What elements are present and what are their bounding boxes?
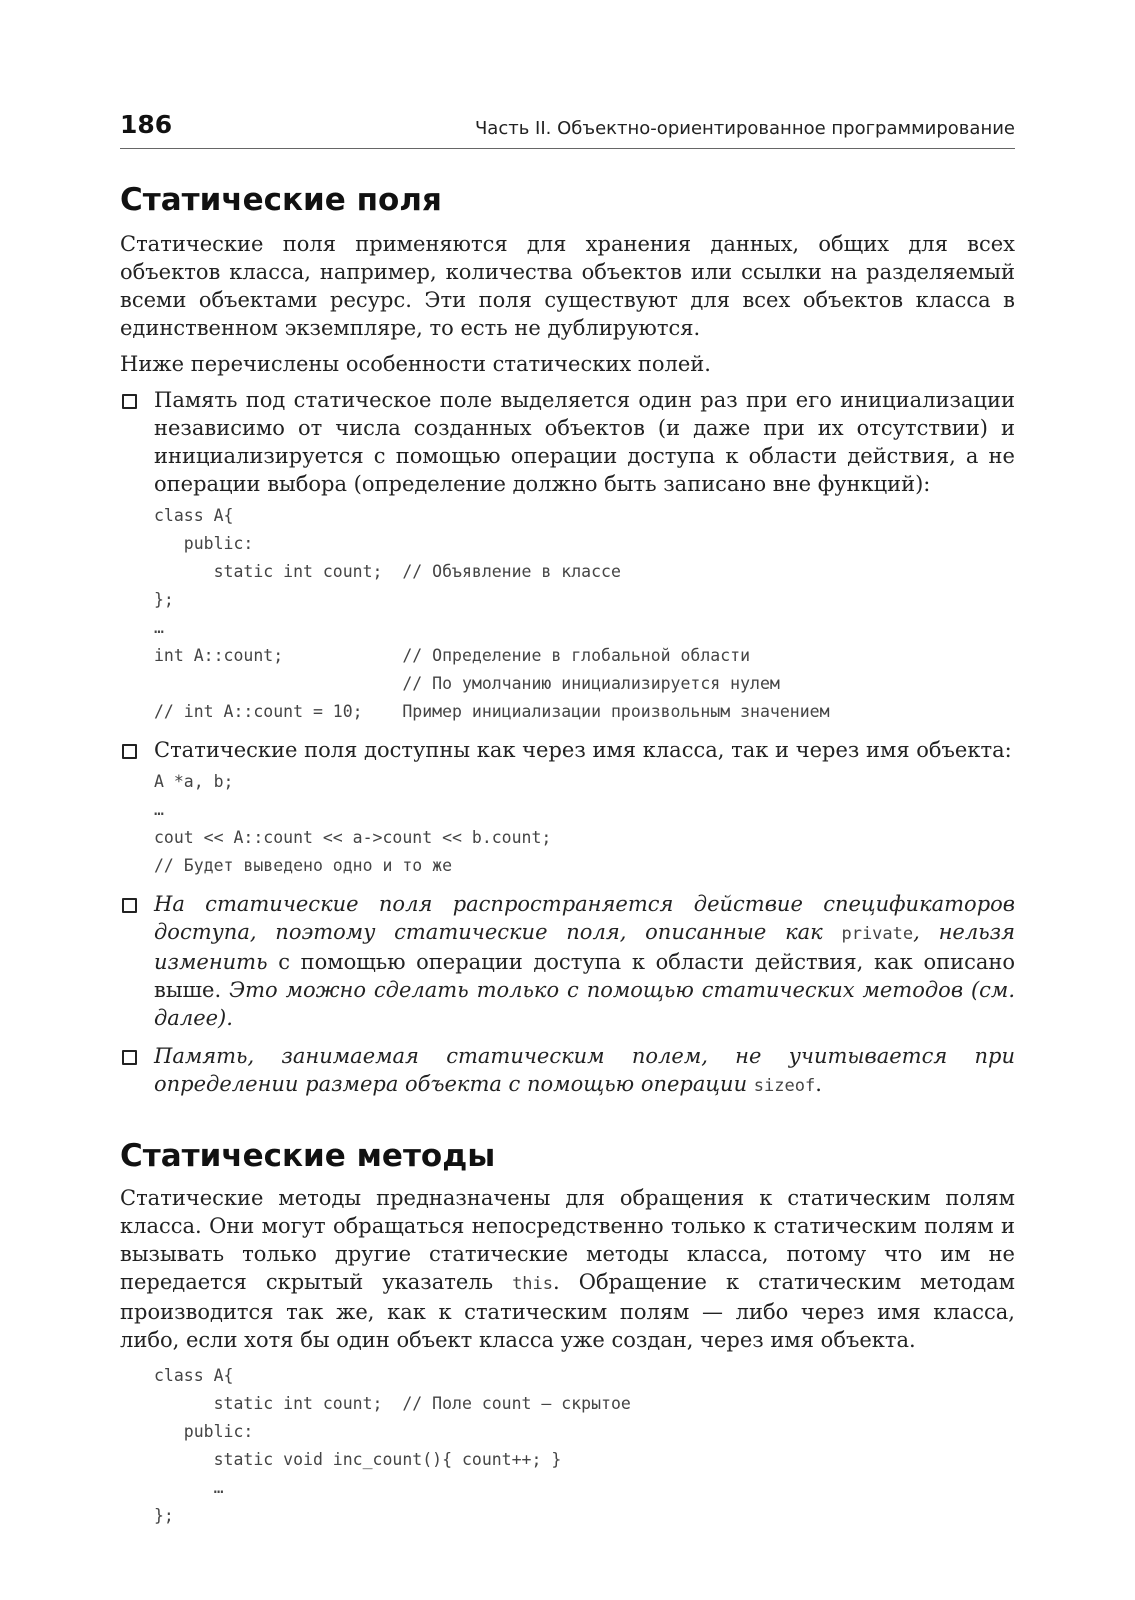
code-block: class A{ static int count; // Поле count – скрытое public: static void inc_count(){ count++; } … }; — [154, 1366, 631, 1525]
plain-text: . Обращение к статическим методам производится так же, как к статическим полям — либо через имя класса, либо, если хотя бы один объект класса уже создан, через имя объекта. — [120, 1270, 1015, 1352]
italic-text: , нельзя изменить — [154, 920, 1015, 974]
plain-text: с помощью операции доступа к области действия, как описано выше. — [154, 950, 1015, 1002]
checkbox-bullet-icon — [122, 1050, 137, 1065]
italic-text: Память, занимаемая статическим полем, не учитывается при определении размера объекта с помощью операции — [154, 1044, 1015, 1096]
paragraph-features-lead: Ниже перечислены особенности статических полей. — [120, 352, 711, 376]
list-item — [120, 386, 1015, 726]
section-title-static-methods: Статические методы — [120, 1138, 496, 1174]
bullet-text — [154, 890, 1015, 1032]
inline-code: this — [512, 1274, 554, 1294]
checkbox-bullet-icon — [122, 394, 137, 409]
list-item — [120, 1042, 1015, 1100]
bullet-text — [154, 1042, 1015, 1100]
list-item — [120, 890, 1015, 1032]
italic-text: На статические поля распространяется действие спецификаторов доступа, поэтому статические поля, описанные как — [154, 892, 1015, 944]
running-head: Часть II. Объектно-ориентированное программирование — [474, 118, 1015, 139]
italic-text: Это можно сделать только с помощью статических методов (см. далее). — [154, 978, 1015, 1030]
inline-code: sizeof — [753, 1076, 816, 1096]
inline-code: private — [841, 924, 914, 944]
checkbox-bullet-icon — [122, 898, 137, 913]
page-header — [120, 104, 1015, 149]
paragraph-static-fields-intro: Статические поля применяются для хранения данных, общих для всех объектов класса, например, количества объектов или ссылки на разделяемый всеми объектами ресурс. Эти поля существуют для всех объектов класса в единственном экземпляре, то есть не дублируются. — [120, 232, 1015, 340]
plain-text: . — [815, 1072, 822, 1096]
code-block: class A{ public: static int count; // Объявление в классе }; … int A::count; // Определение в глобальной области // По умолчанию инициализируется нулем // int A::count = 10; Пример инициализации произвольным значением — [154, 506, 830, 721]
list-item — [120, 736, 1015, 880]
feature-list — [120, 386, 1015, 1100]
plain-text: Статические методы предназначены для обращения к статическим полям класса. Они могут обращаться непосредственно только к статическим полям и вызывать только другие статические методы класса, потому что им не передается скрытый указатель — [120, 1186, 1015, 1294]
page-number: 186 — [120, 110, 173, 139]
bullet-text: Статические поля доступны как через имя класса, так и через имя объекта: — [154, 738, 1012, 762]
paragraph-static-methods-intro — [120, 1184, 1015, 1354]
bullet-text: Память под статическое поле выделяется один раз при его инициализации независимо от числа созданных объектов (и даже при их отсутствии) и инициализируется с помощью операции доступа к области действия, а не операции выбора (определение должно быть записано вне функций): — [154, 388, 1015, 496]
checkbox-bullet-icon — [122, 744, 137, 759]
page-body — [120, 178, 1015, 1536]
code-block: A *a, b; … cout << A::count << a->count << b.count; // Будет выведено одно и то же — [154, 772, 552, 875]
section-title-static-fields: Статические поля — [120, 182, 442, 218]
